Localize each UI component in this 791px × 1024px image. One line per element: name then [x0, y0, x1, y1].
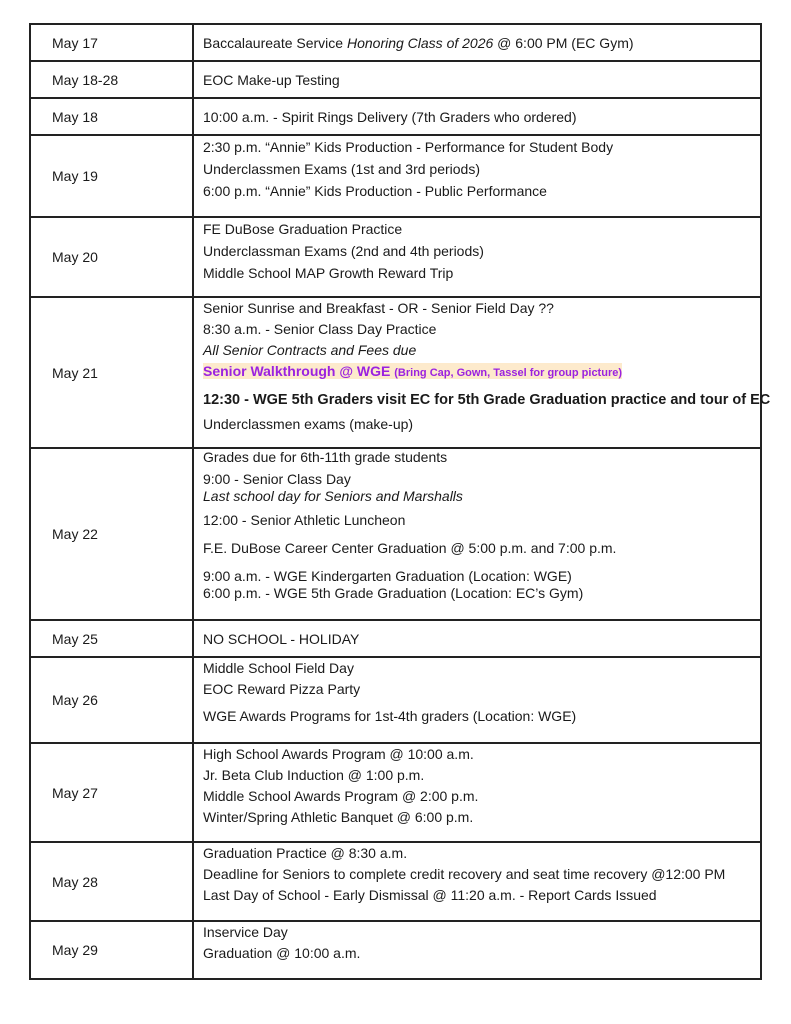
event-line: EOC Make-up Testing: [203, 71, 340, 88]
date-cell: May 28: [30, 842, 193, 921]
date-cell: May 25: [30, 620, 193, 657]
event-line: All Senior Contracts and Fees due: [203, 342, 417, 358]
event-line: High School Awards Program @ 10:00 a.m.: [203, 746, 474, 762]
events-cell: [193, 842, 761, 921]
date-cell: May 29: [30, 921, 193, 979]
date-cell: May 18: [30, 98, 193, 135]
schedule-row: [30, 620, 761, 657]
event-line: EOC Reward Pizza Party: [203, 681, 361, 697]
event-line: WGE Awards Programs for 1st-4th graders (Location: WGE): [203, 708, 577, 724]
schedule-row: [30, 657, 761, 743]
event-line: 9:00 a.m. - WGE Kindergarten Graduation (Location: WGE): [203, 568, 572, 584]
event-line: NO SCHOOL - HOLIDAY: [203, 630, 360, 647]
event-line: Underclassman Exams (2nd and 4th periods): [203, 243, 484, 259]
event-line: 10:00 a.m. - Spirit Rings Delivery (7th Graders who ordered): [203, 108, 577, 125]
date-cell: May 26: [30, 657, 193, 743]
highlighted-event-line: Senior Walkthrough @ WGE (Bring Cap, Gown, Tassel for group picture): [203, 363, 623, 379]
schedule-row: [30, 842, 761, 921]
event-line: 12:30 - WGE 5th Graders visit EC for 5th Grade Graduation practice and tour of EC: [203, 392, 771, 408]
event-line: Last Day of School - Early Dismissal @ 11:20 a.m. - Report Cards Issued: [203, 887, 657, 903]
date-cell: May 22: [30, 448, 193, 620]
events-cell: [193, 921, 761, 979]
date-cell: May 17: [30, 24, 193, 61]
event-line: 9:00 - Senior Class Day: [203, 471, 351, 487]
schedule-row: [30, 743, 761, 842]
event-line: Underclassmen exams (make-up): [203, 416, 414, 432]
events-cell: [193, 297, 771, 448]
schedule-row: [30, 61, 761, 98]
events-cell: [193, 61, 761, 98]
date-cell: May 21: [30, 297, 193, 448]
event-line: Inservice Day: [203, 924, 288, 940]
event-line: 2:30 p.m. “Annie” Kids Production - Performance for Student Body: [203, 139, 614, 155]
event-line: Middle School MAP Growth Reward Trip: [203, 265, 454, 281]
schedule-row: [30, 448, 761, 620]
event-line: Grades due for 6th-11th grade students: [203, 449, 448, 465]
events-cell: [193, 657, 761, 743]
event-line: 6:00 p.m. “Annie” Kids Production - Public Performance: [203, 183, 547, 199]
event-line: Deadline for Seniors to complete credit recovery and seat time recovery @12:00 PM: [203, 866, 726, 882]
events-cell: [193, 98, 761, 135]
date-cell: May 19: [30, 135, 193, 217]
events-cell: [193, 743, 761, 842]
events-cell: [193, 448, 761, 620]
schedule-row: [30, 24, 761, 61]
event-line: 6:00 p.m. - WGE 5th Grade Graduation (Location: EC’s Gym): [203, 585, 584, 601]
schedule-row: [30, 135, 761, 217]
event-line: Baccalaureate Service Honoring Class of 2026 @ 6:00 PM (EC Gym): [203, 34, 634, 51]
schedule-row: [30, 217, 761, 297]
event-line: 12:00 - Senior Athletic Luncheon: [203, 512, 406, 528]
events-cell: [193, 135, 761, 217]
events-cell: [193, 217, 761, 297]
event-line: Last school day for Seniors and Marshalls: [203, 488, 463, 504]
schedule-row: [30, 921, 761, 979]
events-cell: [193, 620, 761, 657]
event-line: Winter/Spring Athletic Banquet @ 6:00 p.m.: [203, 809, 474, 825]
events-cell: [193, 24, 761, 61]
event-line: Middle School Field Day: [203, 660, 354, 676]
schedule-row: [30, 297, 761, 448]
event-line: Middle School Awards Program @ 2:00 p.m.: [203, 788, 479, 804]
event-line: FE DuBose Graduation Practice: [203, 221, 403, 237]
date-cell: May 20: [30, 217, 193, 297]
date-cell: May 27: [30, 743, 193, 842]
event-line: Underclassmen Exams (1st and 3rd periods): [203, 161, 481, 177]
schedule-row: [30, 98, 761, 135]
event-line: F.E. DuBose Career Center Graduation @ 5:00 p.m. and 7:00 p.m.: [203, 540, 617, 556]
event-line: Jr. Beta Club Induction @ 1:00 p.m.: [203, 767, 425, 783]
schedule-table: [29, 23, 771, 980]
event-line: Senior Sunrise and Breakfast - OR - Senior Field Day ??: [203, 300, 554, 316]
event-line: Graduation Practice @ 8:30 a.m.: [203, 845, 408, 861]
date-cell: May 18-28: [30, 61, 193, 98]
event-line: 8:30 a.m. - Senior Class Day Practice: [203, 321, 437, 337]
event-line: Graduation @ 10:00 a.m.: [203, 945, 361, 961]
